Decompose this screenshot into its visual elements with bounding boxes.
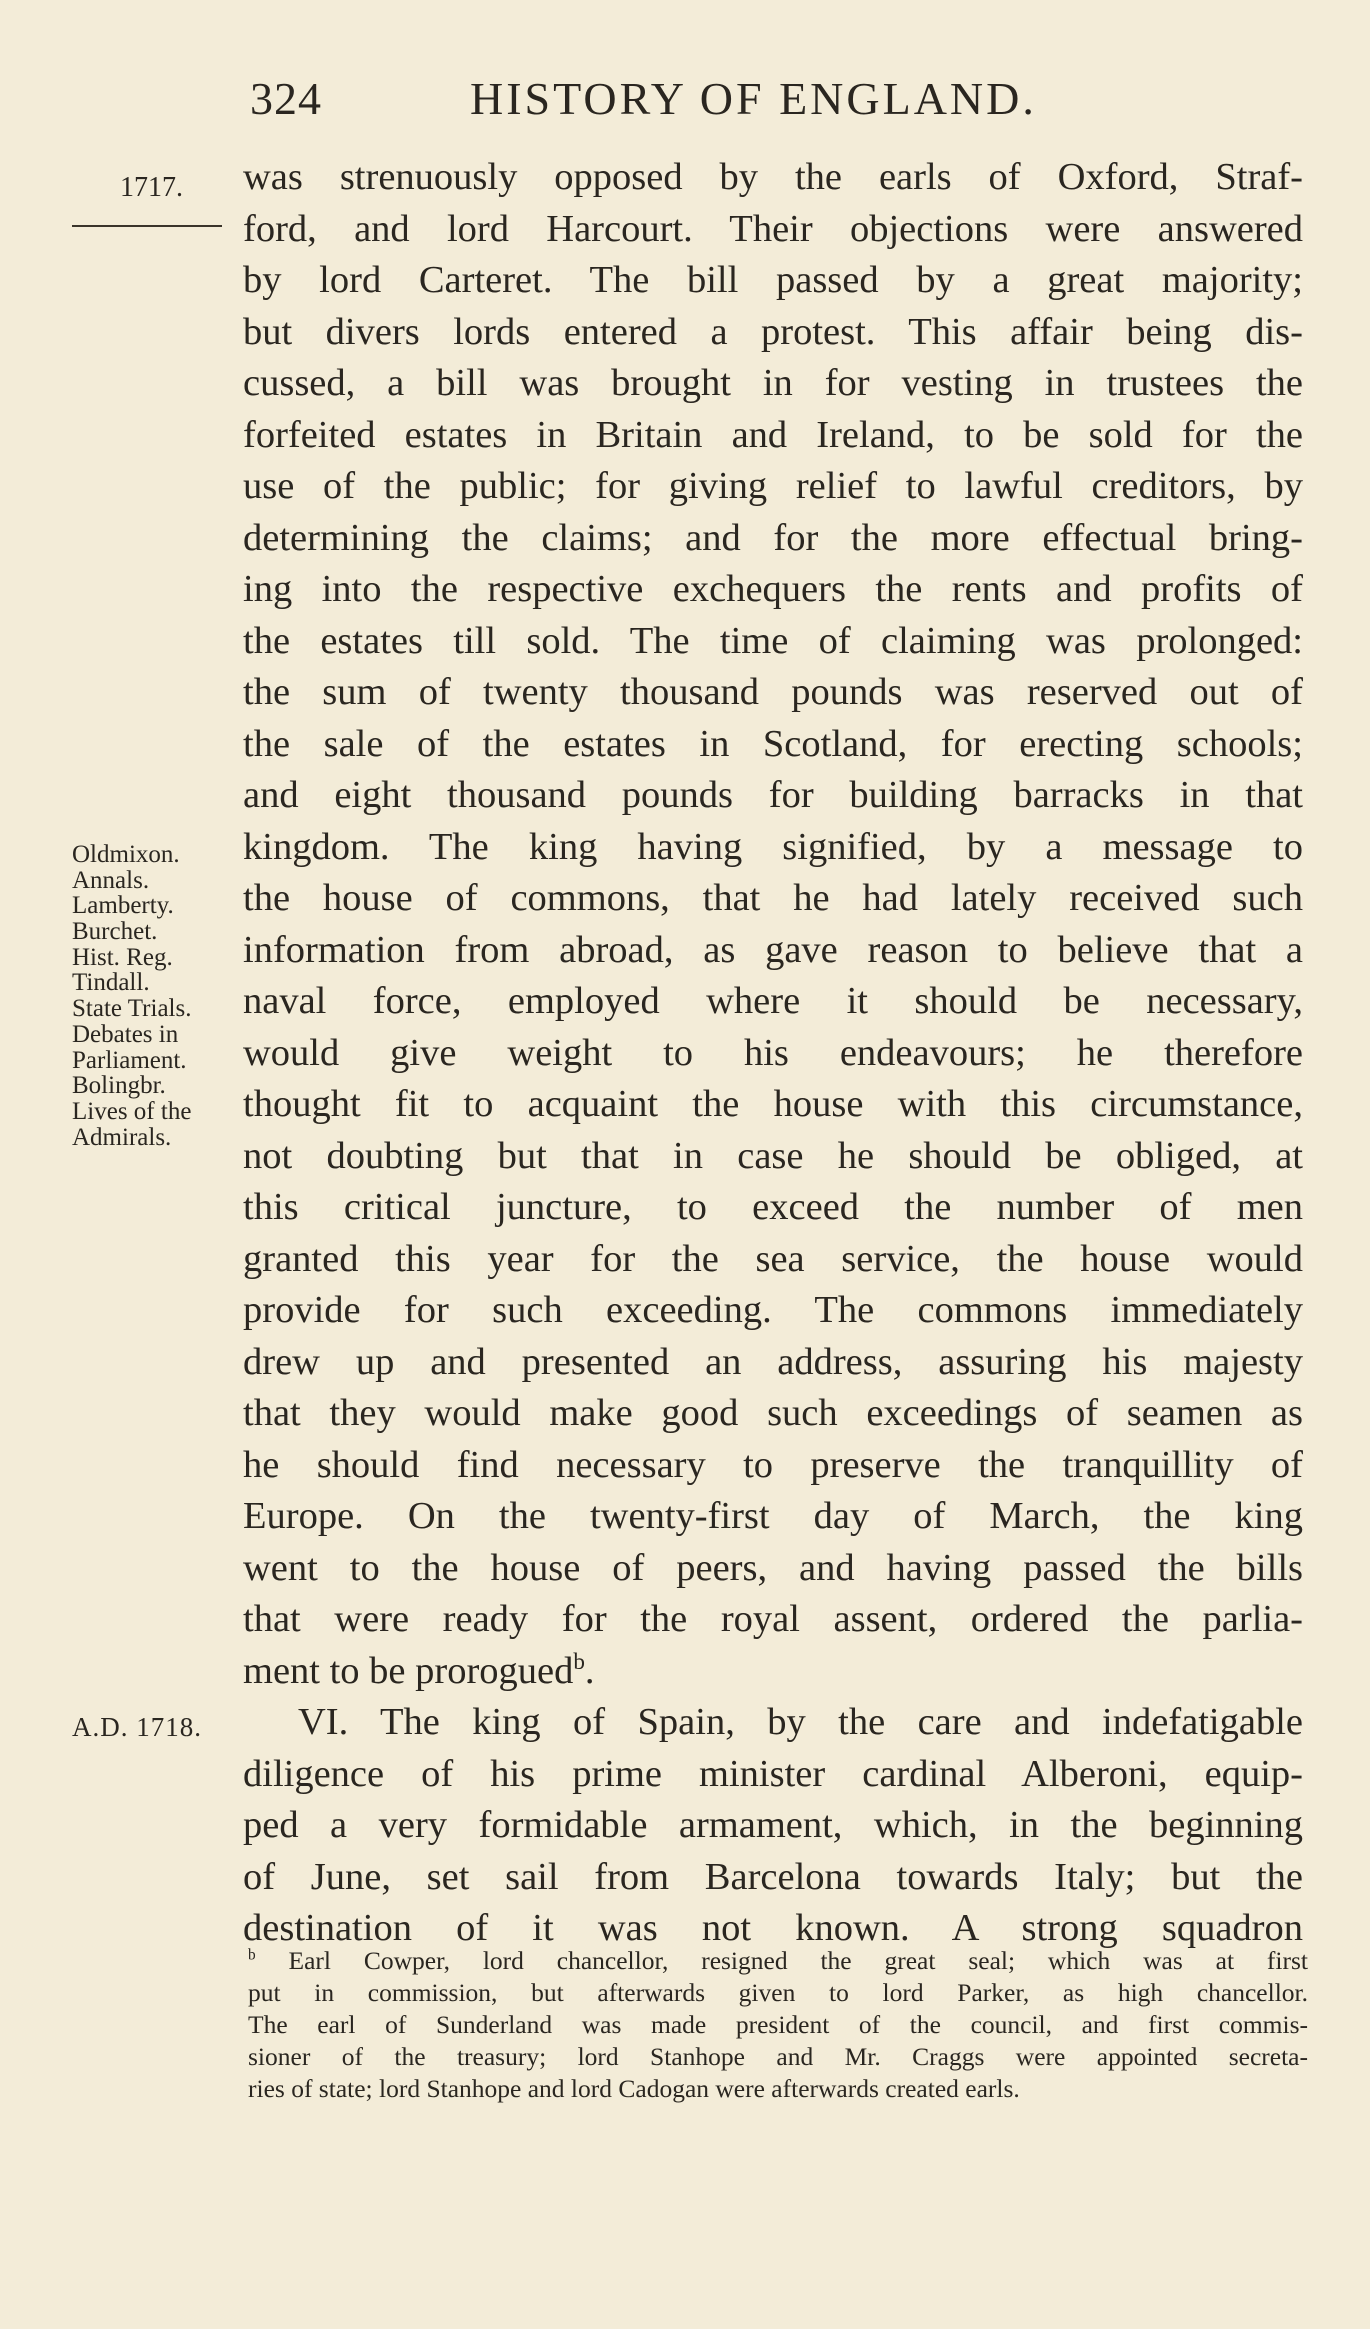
text-line: of June, set sail from Barcelona towards Italy; but the: [243, 1855, 1303, 1898]
text-line: thought fit to acquaint the house with this circumstance,: [243, 1083, 1303, 1125]
text-line: diligence of his prime minister cardinal Alberoni, equip-: [243, 1752, 1303, 1795]
text-line: was strenuously opposed by the earls of Oxford, Straf-: [243, 156, 1303, 198]
text-line: would give weight to his endeavours; he therefore: [243, 1031, 1303, 1074]
text-line: by lord Carteret. The bill passed by a great majority;: [243, 259, 1303, 301]
text-line: ing into the respective exchequers the rents and profits of: [243, 568, 1303, 610]
footnote-area-final: [248, 1945, 1308, 2105]
page-header: [0, 72, 1370, 132]
text-line-paragraph-end: [243, 1646, 1303, 1698]
text-line: cussed, a bill was brought in for vesting in trustees the: [243, 362, 1303, 404]
text-line: kingdom. The king having signified, by a message to: [243, 825, 1303, 868]
margin-year: 1717.: [120, 172, 183, 203]
footnote-line: The earl of Sunderland was made president of the council, and first commis-: [248, 2010, 1308, 2039]
sidenote: Tindall.: [72, 969, 150, 997]
text-line-content: ment to be prorogued: [243, 1649, 574, 1692]
footnote-line: sioner of the treasury; lord Stanhope and Mr. Craggs were appointed secreta-: [248, 2042, 1308, 2071]
page-number: 324: [250, 73, 322, 124]
footnote-line-text: Earl Cowper, lord chancellor, resigned the great seal; which was at first: [288, 1946, 1308, 1975]
text-line: naval force, employed where it should be necessary,: [243, 980, 1303, 1022]
margin-ad-year: A.D. 1718.: [72, 1712, 202, 1742]
text-line: information from abroad, as gave reason to believe that a: [243, 928, 1303, 971]
running-head: HISTORY OF ENGLAND.: [470, 73, 1037, 124]
text-line: forfeited estates in Britain and Ireland, to be sold for the: [243, 413, 1303, 456]
text-line: he should find necessary to preserve the tranquillity of: [243, 1443, 1303, 1486]
text-line: drew up and presented an address, assuring his majesty: [243, 1340, 1303, 1383]
text-line: that were ready for the royal assent, ordered the parlia-: [243, 1598, 1303, 1640]
footnote-marker: b: [248, 1946, 256, 1964]
sidenote: Admirals.: [72, 1123, 172, 1151]
text-line: the sum of twenty thousand pounds was reserved out of: [243, 671, 1303, 713]
text-line: the house of commons, that he had lately received such: [243, 877, 1303, 919]
year-rule: [72, 225, 222, 227]
sidenote: Oldmixon.: [72, 841, 180, 868]
sidenote: Hist. Reg.: [72, 943, 173, 971]
margin-sidenotes: [72, 842, 191, 1150]
text-line: VI. The king of Spain, by the care and indefatigable: [298, 1701, 1303, 1743]
text-line: ped a very formidable armament, which, in the beginning: [243, 1804, 1303, 1846]
sidenote: Debates in: [72, 1020, 179, 1048]
text-line: granted this year for the sea service, the house would: [243, 1237, 1303, 1280]
footnote-reference: b: [573, 1647, 585, 1674]
sidenote: Burchet.: [72, 918, 158, 946]
footnote-line: ries of state; lord Stanhope and lord Cadogan were afterwards created earls.: [248, 2074, 1020, 2103]
text-line: this critical juncture, to exceed the number of men: [243, 1186, 1303, 1228]
sidenote: Parliament.: [72, 1046, 187, 1074]
sidenote: State Trials.: [72, 995, 192, 1023]
text-line: provide for such exceeding. The commons immediately: [243, 1289, 1303, 1331]
sidenote: Lamberty.: [72, 892, 174, 920]
sidenote: Lives of the: [72, 1097, 192, 1125]
text-line: not doubting but that in case he should be obliged, at: [243, 1134, 1303, 1177]
text-line: destination of it was not known. A strong squadron: [243, 1907, 1303, 1949]
text-line: and eight thousand pounds for building barracks in that: [243, 774, 1303, 816]
paragraph-end-period: .: [584, 1649, 595, 1692]
text-line: use of the public; for giving relief to lawful creditors, by: [243, 465, 1303, 507]
text-line: the sale of the estates in Scotland, for erecting schools;: [243, 722, 1303, 765]
sidenote: Bolingbr.: [72, 1072, 166, 1100]
text-line: determining the claims; and for the more effectual bring-: [243, 516, 1303, 559]
text-line: but divers lords entered a protest. This affair being dis-: [243, 310, 1303, 353]
text-line: ford, and lord Harcourt. Their objections were answered: [243, 207, 1303, 250]
text-line: that they would make good such exceedings of seamen as: [243, 1392, 1303, 1434]
footnote-line: [248, 1945, 1308, 1977]
body-text: [243, 152, 1303, 1955]
footnote-line: put in commission, but afterwards given to lord Parker, as high chancellor.: [248, 1978, 1308, 2007]
text-line: the estates till sold. The time of claiming was prolonged:: [243, 619, 1303, 662]
text-line: Europe. On the twenty-first day of March, the king: [243, 1495, 1303, 1537]
sidenote: Annals.: [72, 866, 150, 894]
text-line: went to the house of peers, and having passed the bills: [243, 1546, 1303, 1589]
